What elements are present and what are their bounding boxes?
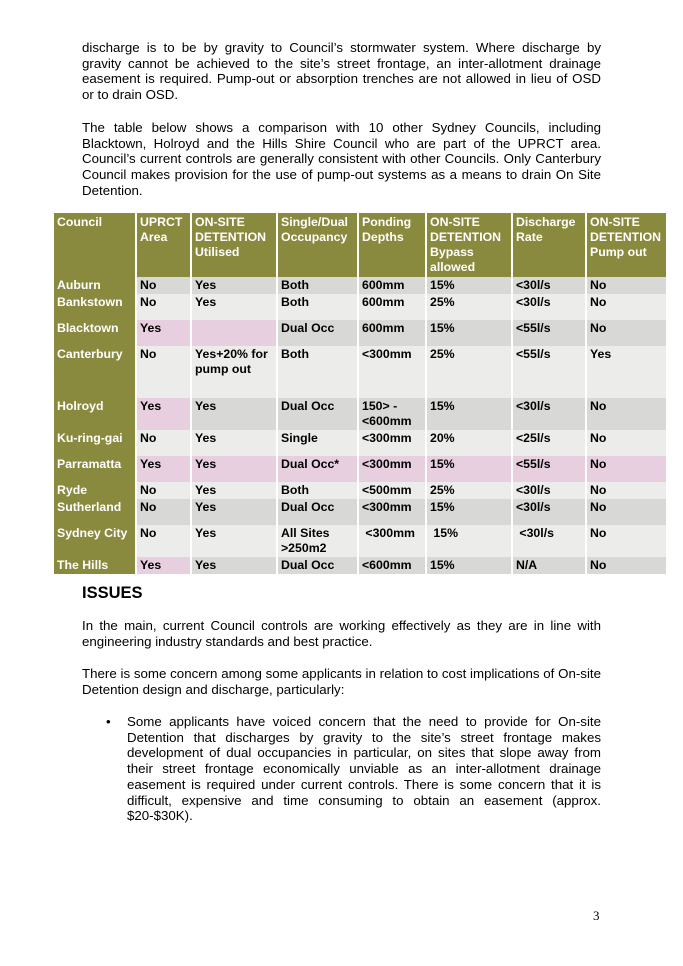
cell-bypass: 15% bbox=[427, 525, 511, 557]
table-row bbox=[54, 430, 666, 456]
cell-bypass: 25% bbox=[427, 346, 511, 398]
table-row bbox=[54, 398, 666, 430]
cell-council: Auburn bbox=[54, 277, 135, 294]
cell-occupancy: Dual Occ bbox=[278, 499, 357, 525]
cell-discharge-rate: <55l/s bbox=[513, 346, 585, 398]
cell-bypass: 15% bbox=[427, 557, 511, 574]
cell-occupancy: Both bbox=[278, 482, 357, 499]
cell-occupancy: Dual Occ bbox=[278, 398, 357, 430]
cell-council: Blacktown bbox=[54, 320, 135, 346]
section-heading: ISSUES bbox=[82, 584, 143, 602]
cell-council: Ryde bbox=[54, 482, 135, 499]
page-number: 3 bbox=[593, 908, 600, 923]
cell-discharge-rate: <30l/s bbox=[513, 499, 585, 525]
col-header-osd-utilised: ON-SITE DETENTION Utilised bbox=[192, 213, 276, 277]
col-header-uprct: UPRCT Area bbox=[137, 213, 190, 277]
col-header-discharge-rate: Discharge Rate bbox=[513, 213, 585, 277]
cell-discharge-rate: <30l/s bbox=[513, 525, 585, 557]
cell-osd-utilised: Yes bbox=[192, 499, 276, 525]
col-header-bypass: ON-SITE DETENTION Bypass allowed bbox=[427, 213, 511, 277]
cell-osd-utilised: Yes bbox=[192, 482, 276, 499]
cell-discharge-rate: <30l/s bbox=[513, 294, 585, 320]
cell-osd-utilised bbox=[192, 320, 276, 346]
comparison-paragraph: The table below shows a comparison with 10 other Sydney Councils, including Blacktown, Holroyd and the Hills Shire Council who are part of the UPRCT area. Council’s current controls are generally consistent with other Councils. Only Canterbury Council makes provision for the use of pump-out systems as a means to drain On Site Detention. bbox=[82, 120, 601, 198]
cell-uprct: No bbox=[137, 499, 190, 525]
cell-uprct: Yes bbox=[137, 557, 190, 574]
cell-pump-out: No bbox=[587, 525, 666, 557]
cell-uprct: Yes bbox=[137, 320, 190, 346]
cell-occupancy: Both bbox=[278, 294, 357, 320]
cell-bypass: 15% bbox=[427, 398, 511, 430]
cell-pump-out: No bbox=[587, 499, 666, 525]
cell-pump-out: No bbox=[587, 557, 666, 574]
cell-osd-utilised: Yes bbox=[192, 525, 276, 557]
cell-uprct: No bbox=[137, 346, 190, 398]
cell-uprct: No bbox=[137, 294, 190, 320]
cell-ponding: <300mm bbox=[359, 346, 425, 398]
cell-occupancy: Dual Occ bbox=[278, 557, 357, 574]
cell-council: The Hills bbox=[54, 557, 135, 574]
cell-occupancy: Single bbox=[278, 430, 357, 456]
cell-occupancy: Dual Occ* bbox=[278, 456, 357, 482]
cell-osd-utilised: Yes bbox=[192, 430, 276, 456]
cell-bypass: 15% bbox=[427, 277, 511, 294]
table-row bbox=[54, 294, 666, 320]
cell-occupancy: Both bbox=[278, 277, 357, 294]
cell-council: Parramatta bbox=[54, 456, 135, 482]
cell-bypass: 15% bbox=[427, 499, 511, 525]
council-comparison-table bbox=[52, 213, 668, 574]
cell-discharge-rate: <30l/s bbox=[513, 277, 585, 294]
table-row bbox=[54, 320, 666, 346]
cell-occupancy: Dual Occ bbox=[278, 320, 357, 346]
cell-uprct: No bbox=[137, 525, 190, 557]
cell-uprct: Yes bbox=[137, 456, 190, 482]
col-header-pump-out: ON-SITE DETENTION Pump out bbox=[587, 213, 666, 277]
cell-osd-utilised: Yes bbox=[192, 456, 276, 482]
table-row bbox=[54, 456, 666, 482]
cell-osd-utilised: Yes bbox=[192, 277, 276, 294]
cell-bypass: 25% bbox=[427, 294, 511, 320]
cell-bypass: 20% bbox=[427, 430, 511, 456]
table-row bbox=[54, 499, 666, 525]
cell-pump-out: No bbox=[587, 294, 666, 320]
table-row bbox=[54, 557, 666, 574]
cell-bypass: 25% bbox=[427, 482, 511, 499]
table-row bbox=[54, 525, 666, 557]
cell-occupancy: All Sites >250m2 bbox=[278, 525, 357, 557]
cell-pump-out: No bbox=[587, 482, 666, 499]
cell-uprct: No bbox=[137, 482, 190, 499]
cell-council: Holroyd bbox=[54, 398, 135, 430]
cell-discharge-rate: <55l/s bbox=[513, 456, 585, 482]
table-header-row bbox=[54, 213, 666, 277]
issues-paragraph: In the main, current Council controls are working effectively as they are in line with engineering industry standards and best practice. bbox=[82, 618, 601, 649]
cell-council: Ku-ring-gai bbox=[54, 430, 135, 456]
cell-pump-out: No bbox=[587, 320, 666, 346]
cell-discharge-rate: N/A bbox=[513, 557, 585, 574]
cell-ponding: <500mm bbox=[359, 482, 425, 499]
table-row bbox=[54, 482, 666, 499]
table-row bbox=[54, 277, 666, 294]
table-row bbox=[54, 346, 666, 398]
cell-pump-out: No bbox=[587, 277, 666, 294]
cell-ponding: <300mm bbox=[359, 525, 425, 557]
cell-discharge-rate: <30l/s bbox=[513, 398, 585, 430]
cell-ponding: 600mm bbox=[359, 277, 425, 294]
bullet-paragraph: Some applicants have voiced concern that the need to provide for On-site Detention that discharges by gravity to the site’s street frontage makes development of dual occupancies in particular, on sites that slope away from their street frontage economically unviable as an inter-allotment drainage easement is required under current controls. There is some concern that it is difficult, expensive and time consuming to obtain an easement (approx. $20-$30K). bbox=[127, 714, 601, 824]
cell-council: Canterbury bbox=[54, 346, 135, 398]
cell-bypass: 15% bbox=[427, 320, 511, 346]
bullet-icon: • bbox=[106, 714, 111, 729]
cell-pump-out: Yes bbox=[587, 346, 666, 398]
cell-osd-utilised: Yes bbox=[192, 294, 276, 320]
cell-ponding: 600mm bbox=[359, 294, 425, 320]
concern-paragraph: There is some concern among some applicants in relation to cost implications of On-site Detention design and discharge, particularly: bbox=[82, 666, 601, 697]
cell-discharge-rate: <25l/s bbox=[513, 430, 585, 456]
cell-ponding: 150> - <600mm bbox=[359, 398, 425, 430]
cell-occupancy: Both bbox=[278, 346, 357, 398]
cell-ponding: <300mm bbox=[359, 456, 425, 482]
cell-ponding: <300mm bbox=[359, 430, 425, 456]
cell-discharge-rate: <30l/s bbox=[513, 482, 585, 499]
cell-pump-out: No bbox=[587, 398, 666, 430]
cell-pump-out: No bbox=[587, 456, 666, 482]
cell-uprct: No bbox=[137, 277, 190, 294]
cell-osd-utilised: Yes+20% for pump out bbox=[192, 346, 276, 398]
cell-uprct: No bbox=[137, 430, 190, 456]
cell-bypass: 15% bbox=[427, 456, 511, 482]
cell-council: Sutherland bbox=[54, 499, 135, 525]
col-header-ponding: Ponding Depths bbox=[359, 213, 425, 277]
intro-paragraph: discharge is to be by gravity to Council’s stormwater system. Where discharge by gravity cannot be achieved to the site’s street frontage, an inter-allotment drainage easement is required. Pump-out or absorption trenches are not allowed in lieu of OSD or to drain OSD. bbox=[82, 40, 601, 103]
cell-uprct: Yes bbox=[137, 398, 190, 430]
cell-ponding: 600mm bbox=[359, 320, 425, 346]
cell-discharge-rate: <55l/s bbox=[513, 320, 585, 346]
cell-ponding: <600mm bbox=[359, 557, 425, 574]
cell-council: Sydney City bbox=[54, 525, 135, 557]
cell-osd-utilised: Yes bbox=[192, 557, 276, 574]
col-header-council: Council bbox=[54, 213, 135, 277]
cell-osd-utilised: Yes bbox=[192, 398, 276, 430]
cell-pump-out: No bbox=[587, 430, 666, 456]
cell-council: Bankstown bbox=[54, 294, 135, 320]
cell-ponding: <300mm bbox=[359, 499, 425, 525]
col-header-occupancy: Single/Dual Occupancy bbox=[278, 213, 357, 277]
